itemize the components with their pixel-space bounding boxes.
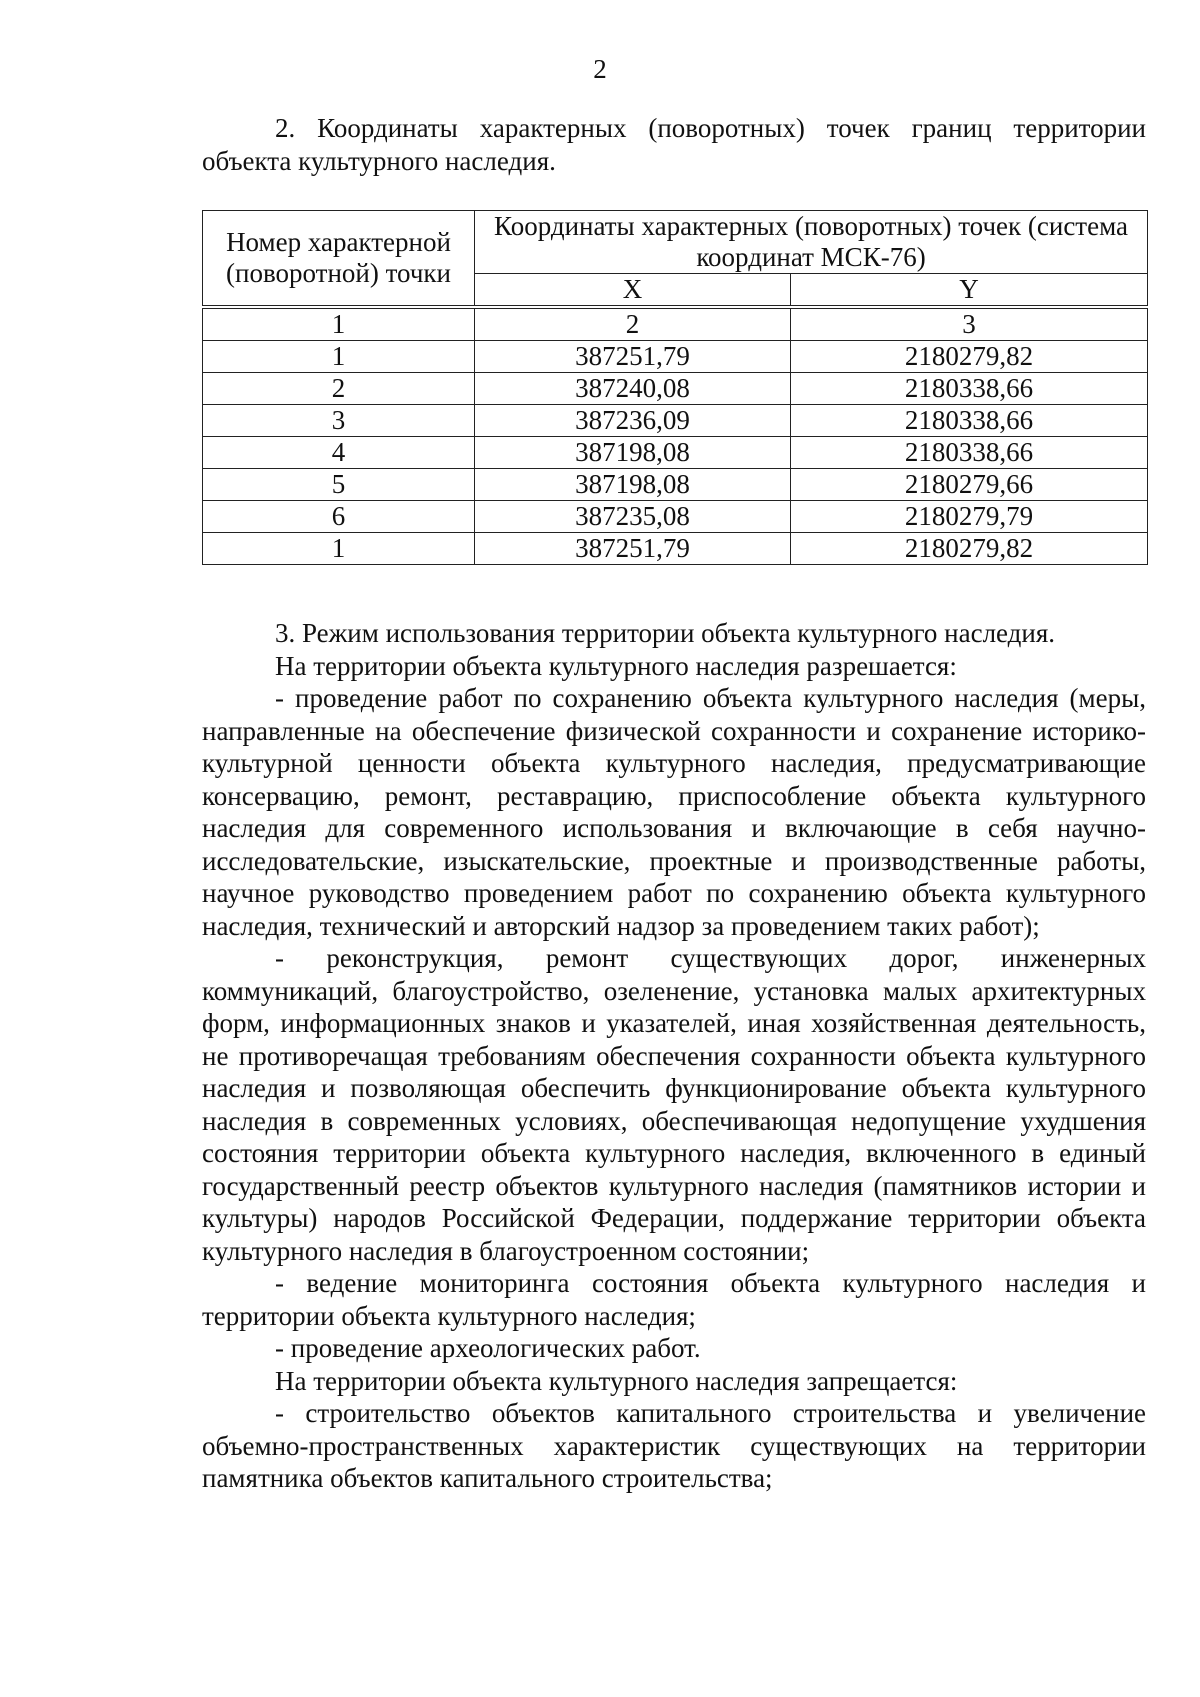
table-row — [203, 405, 1148, 437]
coord-y: 2180338,66 — [791, 405, 1148, 437]
coord-y: 2180279,66 — [791, 469, 1148, 501]
coord-x: 387240,08 — [475, 373, 791, 405]
allowed-item: - проведение археологических работ. — [275, 1333, 701, 1363]
point-number: 2 — [203, 373, 475, 405]
point-number: 6 — [203, 501, 475, 533]
table-row — [203, 501, 1148, 533]
allowed-item: - реконструкция, ремонт существующих дорог, инженерных коммуникаций, благоустройство, озеленение, установка малых архитектурных форм, информационных знаков и указателей, иная хозяйственная деятельность, не противоречащая требованиям обеспечения сохранности объекта культурного наследия и позволяющая обеспечить функционирование объекта культурного наследия в современных условиях, обеспечивающая недопущение ухудшения состояния территории объекта культурного наследия, включенного в единый государственный реестр объектов культурного наследия (памятников истории и культуры) народов Российской Федерации, поддержание территории объекта культурного наследия в благоустроенном состоянии; — [202, 943, 1146, 1266]
table-row — [203, 533, 1148, 565]
point-number: 4 — [203, 437, 475, 469]
coord-y: 2180338,66 — [791, 437, 1148, 469]
point-number: 1 — [203, 533, 475, 565]
column-numbers-row — [203, 309, 1148, 341]
allowed-intro: На территории объекта культурного наследия разрешается: — [275, 650, 957, 681]
header-point-number: Номер характерной (поворотной) точки — [203, 211, 475, 306]
table-row — [203, 469, 1148, 501]
allowed-item: - проведение работ по сохранению объекта культурного наследия (меры, направленные на обеспечение физической сохранности и сохранение историко-культурной ценности объекта культурного наследия, предусматривающие консервацию, ремонт, реставрацию, приспособление объекта культурного наследия для современного использования и включающие в себя научно-исследовательские, изыскательские, проектные и производственные работы, научное руководство проведением работ по сохранению объекта культурного наследия, технический и авторский надзор за проведением таких работ); — [202, 683, 1146, 941]
coord-y: 2180338,66 — [791, 373, 1148, 405]
coord-x: 387198,08 — [475, 469, 791, 501]
table-row — [203, 373, 1148, 405]
coord-y: 2180279,79 — [791, 501, 1148, 533]
coord-x: 387236,09 — [475, 405, 791, 437]
header-y: Y — [791, 274, 1148, 306]
table-row — [203, 437, 1148, 469]
coord-x: 387198,08 — [475, 437, 791, 469]
header-x: X — [475, 274, 791, 306]
section-2-heading: 2. Координаты характерных (поворотных) точек границ территории объекта культурного наследия. — [202, 113, 1146, 176]
page-number: 2 — [593, 54, 607, 84]
table-cell: 3 — [791, 309, 1148, 341]
section-3-heading: 3. Режим использования территории объекта культурного наследия. — [275, 618, 1056, 648]
coord-y: 2180279,82 — [791, 341, 1148, 373]
coord-x: 387251,79 — [475, 341, 791, 373]
table-row — [203, 341, 1148, 373]
coordinates-table — [202, 210, 1148, 565]
point-number: 3 — [203, 405, 475, 437]
coord-y: 2180279,82 — [791, 533, 1148, 565]
section-2-heading-block — [202, 112, 1146, 177]
point-number: 5 — [203, 469, 475, 501]
header-coordinates: Координаты характерных (поворотных) точек (система координат МСК-76) — [475, 211, 1148, 274]
allowed-item: - ведение мониторинга состояния объекта культурного наследия и территории объекта культурного наследия; — [202, 1268, 1146, 1331]
forbidden-intro: На территории объекта культурного наследия запрещается: — [275, 1365, 958, 1396]
table-cell: 2 — [475, 309, 791, 341]
table-cell: 1 — [203, 309, 475, 341]
coord-x: 387251,79 — [475, 533, 791, 565]
point-number: 1 — [203, 341, 475, 373]
coord-x: 387235,08 — [475, 501, 791, 533]
forbidden-item: - строительство объектов капитального строительства и увеличение объемно-пространственных характеристик существующих на территории памятника объектов капитального строительства; — [202, 1398, 1146, 1493]
section-3-body — [202, 617, 1146, 1495]
